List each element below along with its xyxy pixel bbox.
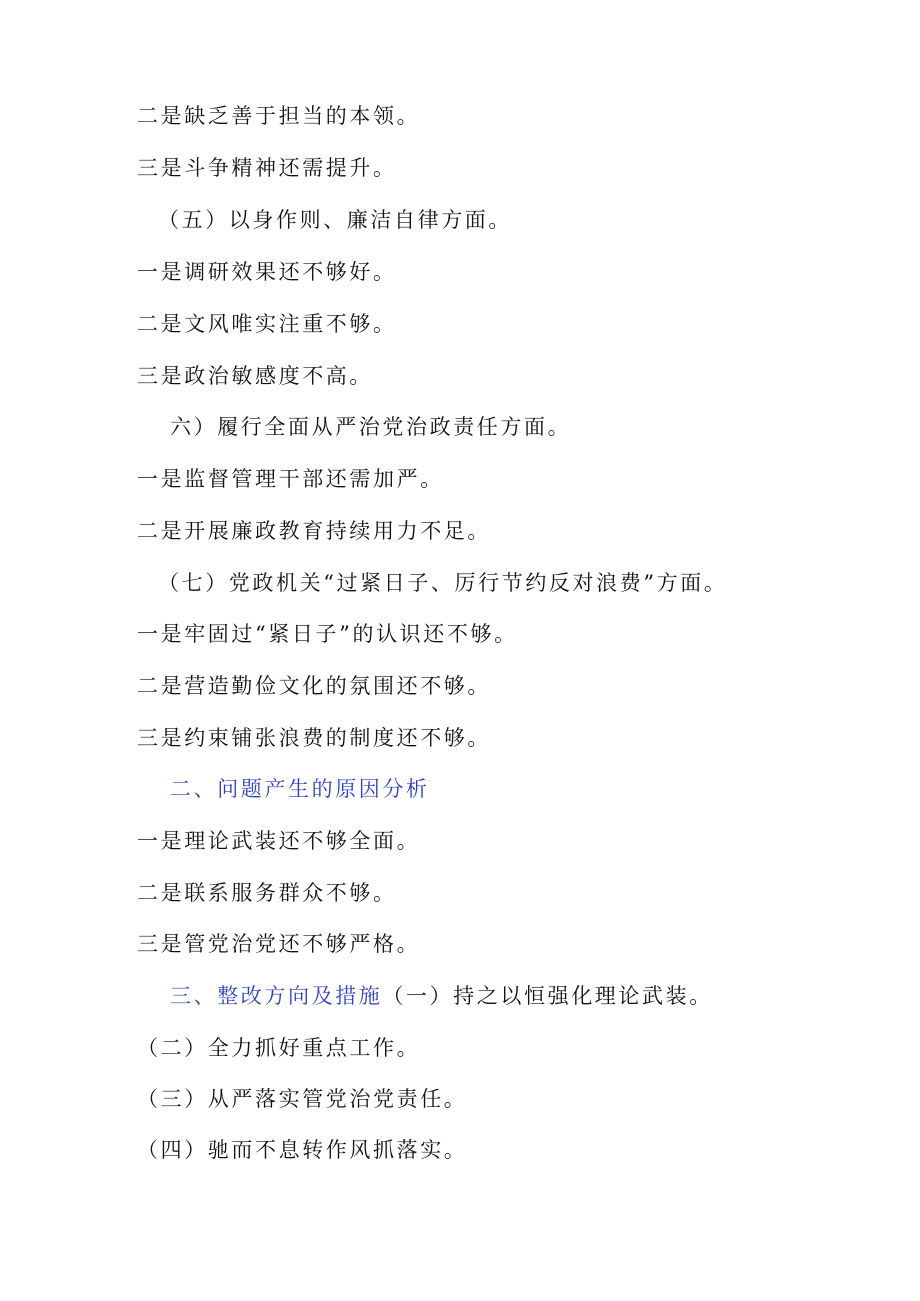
section-subheading: （七）党政机关“过紧日子、厉行节约反对浪费”方面。 xyxy=(158,571,728,595)
text-line: 二是营造勤俭文化的氛围还不够。 xyxy=(137,674,491,698)
section-heading: 三、整改方向及措施 xyxy=(170,984,383,1008)
text-line: （二）全力抓好重点工作。 xyxy=(137,1036,421,1060)
text-line: （三）从严落实管党治党责任。 xyxy=(137,1087,468,1111)
text-line: 三是斗争精神还需提升。 xyxy=(137,156,397,180)
section-heading: 二、问题产生的原因分析 xyxy=(170,777,430,801)
section-heading-row xyxy=(170,976,713,1016)
text-line: 三是管党治党还不够严格。 xyxy=(137,932,421,956)
text-line: 一是理论武装还不够全面。 xyxy=(137,829,421,853)
text-line: 一是牢固过“紧日子”的认识还不够。 xyxy=(137,622,518,646)
text-line: （四）驰而不息转作风抓落实。 xyxy=(137,1138,468,1162)
text-line: 二是联系服务群众不够。 xyxy=(137,881,397,905)
text-line: 二是缺乏善于担当的本领。 xyxy=(137,104,421,128)
text-line: 一是调研效果还不够好。 xyxy=(137,260,397,284)
text-line: 一是监督管理干部还需加严。 xyxy=(137,467,444,491)
text-line: 二是开展廉政教育持续用力不足。 xyxy=(137,519,491,543)
text-line: （一）持之以恒强化理论武装。 xyxy=(382,984,713,1008)
text-line: 二是文风唯实注重不够。 xyxy=(137,312,397,336)
text-line: 三是政治敏感度不高。 xyxy=(137,364,373,388)
text-line: 三是约束铺张浪费的制度还不够。 xyxy=(137,726,491,750)
section-subheading: （五）以身作则、廉洁自律方面。 xyxy=(158,208,512,232)
section-subheading: 六）履行全面从严治党治政责任方面。 xyxy=(170,415,572,439)
